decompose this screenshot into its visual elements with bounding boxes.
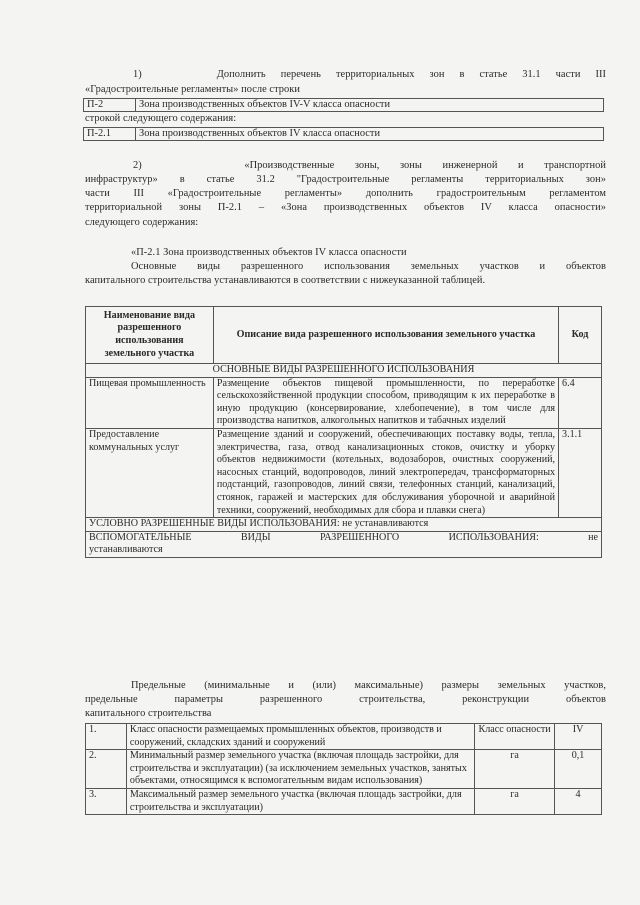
section-main-label: ОСНОВНЫЕ ВИДЫ РАЗРЕШЕННОГО ИСПОЛЬЗОВАНИЯ — [86, 364, 602, 378]
table-row — [86, 377, 602, 428]
limit-unit: Класс опасности — [475, 724, 555, 750]
use-name: Предоставление коммунальных услуг — [86, 428, 214, 517]
use-name: Пищевая промышленность — [86, 377, 214, 428]
limit-text: Минимальный размер земельного участка (включая площадь застройки, для строительства и эксплуатации) (за исключением земельных участков, занятых объектами, относящимся к вспомогательным видам использования) — [126, 750, 474, 789]
limit-value: IV — [555, 724, 602, 750]
item2-line2: инфраструктур» в статье 31.2 "Градостроительные регламенты территориальных зон» — [85, 174, 606, 185]
limits-intro-line2: предельные параметры разрешенного строительства, реконструкции объектов — [85, 694, 606, 705]
zone-name: Зона производственных объектов IV-V класса опасности — [136, 99, 604, 112]
permitted-use-table — [85, 306, 602, 558]
table-row — [86, 750, 602, 789]
header-name: Наименование вида разрешенного использования земельного участка — [86, 307, 214, 364]
limit-text: Максимальный размер земельного участка (включая площадь застройки, для строительства и эксплуатации) — [126, 788, 474, 814]
table-row — [84, 99, 604, 112]
header-code: Код — [559, 307, 602, 364]
header-desc: Описание вида разрешенного использования земельного участка — [213, 307, 558, 364]
table-row — [86, 724, 602, 750]
limit-num: 1. — [86, 724, 127, 750]
zone-heading: «П-2.1 Зона производственных объектов IV класса опасности — [131, 247, 407, 258]
zone-para-line2: капитального строительства устанавливаются в соответствии с нижеуказанной таблицей. — [85, 275, 486, 286]
item2-line4: территориальной зоны П-2.1 – «Зона производственных объектов IV класса опасности» — [85, 202, 606, 213]
use-desc: Размещение объектов пищевой промышленности, по переработке сельскохозяйственной продукции способом, приводящим к их переработке в иную продукцию (консервирование, хлебопечение), в том числе для производства напитков, алкогольных напитков и табачных изделий — [213, 377, 558, 428]
table-row — [86, 428, 602, 517]
zone-table-existing — [83, 98, 604, 112]
section-row-auxiliary — [86, 531, 602, 557]
limit-num: 3. — [86, 788, 127, 814]
limit-num: 2. — [86, 750, 127, 789]
limits-table — [85, 723, 602, 815]
use-code: 3.1.1 — [559, 428, 602, 517]
section-auxiliary-line1: ВСПОМОГАТЕЛЬНЫЕ ВИДЫ РАЗРЕШЕННОГО ИСПОЛЬЗОВАНИЯ: не — [89, 531, 598, 543]
zone-para-line1: Основные виды разрешенного использования земельных участков и объектов — [131, 261, 606, 272]
section-auxiliary-line2: устанавливаются — [89, 544, 163, 556]
use-desc: Размещение зданий и сооружений, обеспечивающих поставку воды, тепла, электричества, газа, отвод канализационных стоков, очистку и уборку объектов недвижимости (котельных, водозаборов, очистных сооружений, насосных станций, водопроводов, линий электропередач, трансформаторных подстанций, газопроводов, линий связи, телефонных станций, канализаций, стоянок, гаражей и мастерских для обслуживания уборочной и аварийной техники, сооружений, необходимых для сбора и плавки снега) — [213, 428, 558, 517]
table-header-row — [86, 307, 602, 364]
section-row-conditional — [86, 518, 602, 532]
limits-intro-line1: Предельные (минимальные и (или) максимальные) размеры земельных участков, — [131, 680, 606, 691]
item1-after: строкой следующего содержания: — [85, 113, 237, 124]
zone-code: П-2.1 — [84, 128, 136, 141]
item1-line2: «Градостроительные регламенты» после строки — [85, 84, 301, 95]
item1-line1: 1) Дополнить перечень территориальных зон в статье 31.1 части III — [133, 69, 606, 80]
zone-code: П-2 — [84, 99, 136, 112]
item2-line5: следующего содержания: — [85, 217, 199, 228]
section-conditional-label: УСЛОВНО РАЗРЕШЕННЫЕ ВИДЫ ИСПОЛЬЗОВАНИЯ: не устанавливаются — [86, 518, 602, 532]
limits-intro-line3: капитального строительства — [85, 708, 212, 719]
limit-unit: га — [475, 750, 555, 789]
limit-value: 0,1 — [555, 750, 602, 789]
limit-value: 4 — [555, 788, 602, 814]
table-row — [84, 128, 604, 141]
section-row-main — [86, 364, 602, 378]
item2-line1: 2) «Производственные зоны, зоны инженерной и транспортной — [133, 160, 606, 171]
zone-table-new — [83, 127, 604, 141]
limit-text: Класс опасности размещаемых промышленных объектов, производств и сооружений, складских зданий и сооружений — [126, 724, 474, 750]
use-code: 6.4 — [559, 377, 602, 428]
limit-unit: га — [475, 788, 555, 814]
item2-line3: части III «Градостроительные регламенты» дополнить градостроительным регламентом — [85, 188, 606, 199]
section-auxiliary-cell — [86, 531, 602, 557]
zone-name: Зона производственных объектов IV класса опасности — [136, 128, 604, 141]
table-row — [86, 788, 602, 814]
